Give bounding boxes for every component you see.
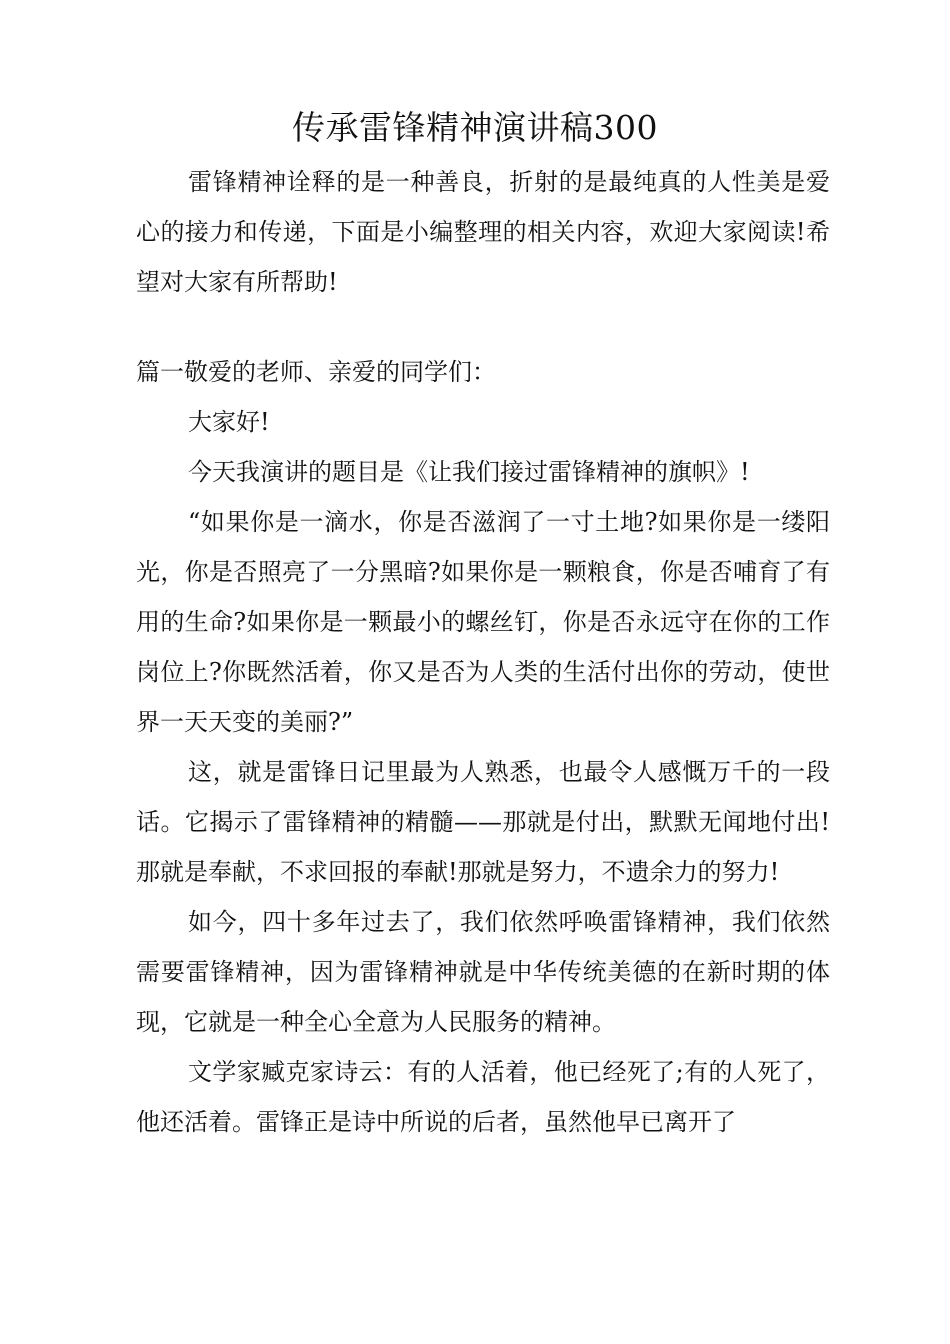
greeting-paragraph: 大家好! [188,408,270,436]
today-paragraph: 如今，四十多年过去了，我们依然呼唤雷锋精神，我们依然需要雷锋精神，因为雷锋精神就是中华传统美德的在新时期的体现，它就是一种全心全意为人民服务的精神。 [136,908,830,1036]
essence-paragraph: 这，就是雷锋日记里最为人熟悉，也最令人感慨万千的一段话。它揭示了雷锋精神的精髓——那就是付出，默默无闻地付出!那就是奉献，不求回报的奉献!那就是努力，不遗余力的努力! [136,758,830,886]
quote-paragraph: “如果你是一滴水，你是否滋润了一寸土地?如果你是一缕阳光，你是否照亮了一分黑暗?如果你是一颗粮食，你是否哺育了有用的生命?如果你是一颗最小的螺丝钉，你是否永远守在你的工作岗位上?你既然活着，你又是否为人类的生活付出你的劳动，使世界一天天变的美丽?” [136,508,830,736]
salutation-paragraph: 篇一敬爱的老师、亲爱的同学们： [136,358,496,386]
topic-paragraph: 今天我演讲的题目是《让我们接过雷锋精神的旗帜》! [188,458,750,486]
paragraph-spacer [136,307,830,347]
document-body [136,157,830,1147]
poem-paragraph: 文学家臧克家诗云：有的人活着，他已经死了;有的人死了，他还活着。雷锋正是诗中所说的后者，虽然他早已离开了 [136,1058,830,1136]
intro-paragraph: 雷锋精神诠释的是一种善良，折射的是最纯真的人性美是爱心的接力和传递，下面是小编整理的相关内容，欢迎大家阅读!希望对大家有所帮助! [136,168,830,296]
document-title: 传承雷锋精神演讲稿300 [292,108,658,147]
